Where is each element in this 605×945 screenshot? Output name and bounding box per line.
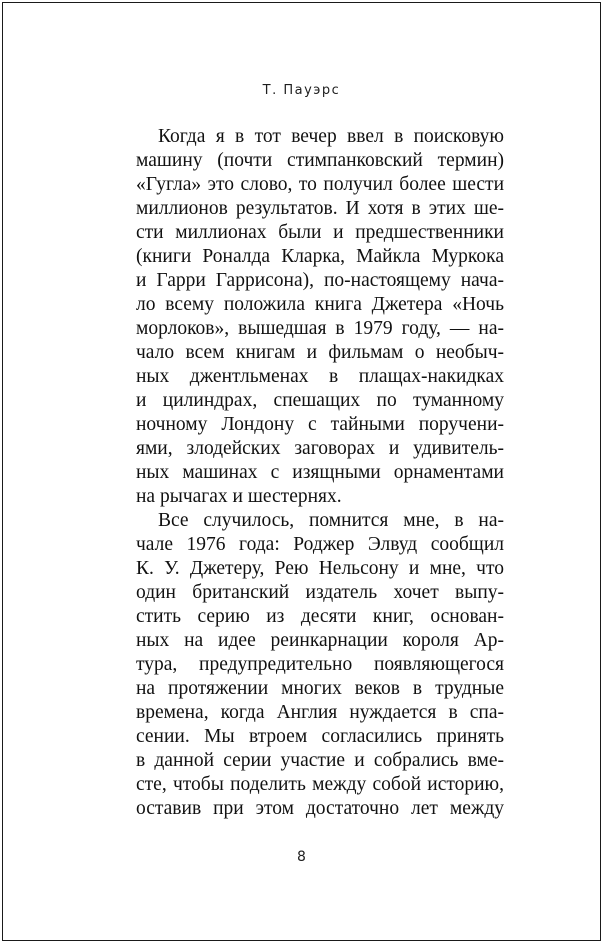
text-line: (книги Роналда Кларка, Майкла Муркока bbox=[136, 246, 504, 267]
text-line: ло всему положила книга Джетера «Ночь bbox=[136, 294, 504, 315]
text-line: морлоков», вышедшая в 1979 году, — на- bbox=[136, 318, 504, 339]
running-head: Т. Пауэрс bbox=[262, 83, 341, 98]
text-line: сении. Мы втроем согласились принять bbox=[136, 726, 504, 747]
text-line: чале 1976 года: Роджер Элвуд сообщил bbox=[136, 534, 504, 555]
text-line: ных джентльменах в плащах-накидках bbox=[136, 366, 504, 387]
text-line: Когда я в тот вечер ввел в поисковую bbox=[158, 126, 504, 147]
text-line: К. У. Джетеру, Рею Нельсону и мне, что bbox=[136, 558, 504, 579]
body-text bbox=[136, 125, 504, 821]
text-line: Все случилось, помнится мне, в на- bbox=[158, 510, 504, 531]
text-line: стить серию из десяти книг, основан- bbox=[136, 606, 504, 627]
page-number: 8 bbox=[297, 849, 306, 865]
text-line: времена, когда Англия нуждается в спа- bbox=[136, 702, 504, 723]
text-line: чало всем книгам и фильмам о необыч- bbox=[136, 342, 504, 363]
text-line: ночному Лондону с тайными поручени- bbox=[136, 414, 504, 435]
text-line: ных на идее реинкарнации короля Ар- bbox=[136, 630, 504, 651]
text-line: ями, злодейских заговорах и удивитель- bbox=[136, 438, 504, 459]
text-line: на протяжении многих веков в трудные bbox=[136, 678, 504, 699]
text-line: один британский издатель хочет выпу- bbox=[136, 582, 504, 603]
text-line: на рычагах и шестернях. bbox=[136, 486, 342, 507]
text-line: и Гарри Гаррисона), по-настоящему нача- bbox=[136, 270, 504, 291]
text-line: ных машинах с изящными орнаментами bbox=[136, 462, 504, 483]
text-line: тура, предупредительно появляющегося bbox=[136, 654, 504, 675]
text-line: сте, чтобы поделить между собой историю, bbox=[136, 774, 504, 795]
text-line: в данной серии участие и собрались вме- bbox=[136, 750, 504, 771]
text-line: оставив при этом достаточно лет между bbox=[136, 798, 504, 819]
text-line: машину (почти стимпанковский термин) bbox=[136, 150, 504, 171]
text-line: сти миллионах были и предшественники bbox=[136, 222, 504, 243]
text-line: и цилиндрах, спешащих по туманному bbox=[136, 390, 504, 411]
text-line: миллионов результатов. И хотя в этих ше- bbox=[136, 198, 504, 219]
text-line: «Гугла» это слово, то получил более шести bbox=[136, 174, 504, 195]
page-frame bbox=[2, 2, 601, 941]
